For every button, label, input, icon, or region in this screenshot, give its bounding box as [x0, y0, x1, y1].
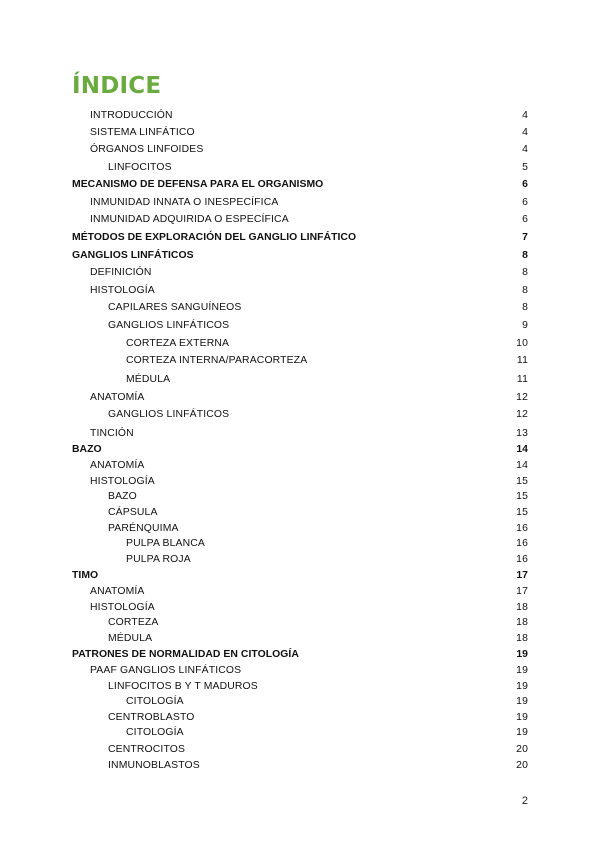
toc-entry[interactable]	[72, 318, 528, 334]
toc-entry-label: LINFOCITOS	[108, 162, 172, 173]
toc-entry-label: CÁPSULA	[108, 507, 158, 518]
toc-entry-label: BAZO	[108, 491, 137, 502]
toc-entry[interactable]	[72, 663, 528, 679]
toc-entry[interactable]	[72, 489, 528, 505]
toc-entry-label: GANGLIOS LINFÁTICOS	[108, 409, 230, 420]
toc-entry-page: 11	[516, 355, 528, 366]
toc-entry[interactable]	[72, 552, 528, 568]
toc-entry[interactable]	[72, 631, 528, 647]
toc-entry-label: CENTROCITOS	[108, 744, 186, 755]
toc-entry[interactable]	[72, 615, 528, 631]
toc-entry-page: 19	[516, 665, 528, 676]
toc-entry[interactable]	[72, 474, 528, 490]
toc-entry-label: GANGLIOS LINFÁTICOS	[108, 320, 230, 331]
toc-entry[interactable]	[72, 283, 528, 299]
toc-entry-label: CITOLOGÍA	[126, 696, 184, 707]
toc-entry[interactable]	[72, 647, 528, 663]
toc-entry-label: MÉDULA	[126, 374, 171, 385]
toc-entry-label: SISTEMA LINFÁTICO	[90, 127, 195, 138]
toc-entry[interactable]	[72, 584, 528, 600]
toc-entry-label: MECANISMO DE DEFENSA PARA EL ORGANISMO	[72, 179, 324, 190]
toc-entry[interactable]	[72, 521, 528, 537]
toc-entry-page: 9	[522, 320, 528, 331]
toc-entry-label: ANATOMÍA	[90, 392, 145, 403]
toc-entry-page: 19	[516, 727, 528, 738]
toc-entry-label: CITOLOGÍA	[126, 727, 184, 738]
toc-entry-label: PATRONES DE NORMALIDAD EN CITOLOGÍA	[72, 649, 299, 660]
toc-entry[interactable]	[72, 265, 528, 281]
toc-entry[interactable]	[72, 725, 528, 741]
toc-entry-page: 8	[522, 250, 528, 261]
toc-entry[interactable]	[72, 108, 528, 124]
toc-entry-page: 17	[516, 570, 528, 581]
toc-entry-page: 6	[522, 197, 528, 208]
toc-entry-page: 14	[516, 460, 528, 471]
page-number: 2	[521, 795, 528, 807]
toc-entry-page: 6	[522, 214, 528, 225]
toc-entry[interactable]	[72, 177, 528, 193]
toc-entry-page: 10	[516, 338, 528, 349]
toc-entry-label: CAPILARES SANGUÍNEOS	[108, 302, 242, 313]
toc-entry[interactable]	[72, 125, 528, 141]
toc-entry-label: LINFOCITOS B Y T MADUROS	[108, 681, 258, 692]
toc-entry-page: 12	[516, 409, 528, 420]
toc-entry-page: 16	[516, 538, 528, 549]
toc-entry-label: BAZO	[72, 444, 102, 455]
toc-entry[interactable]	[72, 230, 528, 246]
toc-entry-label: GANGLIOS LINFÁTICOS	[72, 250, 194, 261]
toc-entry-label: INMUNIDAD INNATA O INESPECÍFICA	[90, 197, 279, 208]
toc-entry[interactable]	[72, 390, 528, 406]
toc-entry-label: ANATOMÍA	[90, 460, 145, 471]
toc-entry-label: HISTOLOGÍA	[90, 476, 155, 487]
toc-entry[interactable]	[72, 442, 528, 458]
toc-entry-page: 8	[522, 285, 528, 296]
toc-entry[interactable]	[72, 300, 528, 316]
toc-entry-label: TINCIÓN	[90, 428, 134, 439]
toc-entry-label: CORTEZA EXTERNA	[126, 338, 230, 349]
toc-entry[interactable]	[72, 160, 528, 176]
toc-entry[interactable]	[72, 407, 528, 423]
toc-entry[interactable]	[72, 505, 528, 521]
toc-entry-label: CORTEZA INTERNA/PARACORTEZA	[126, 355, 308, 366]
toc-entry-label: ANATOMÍA	[90, 586, 145, 597]
toc-entry[interactable]	[72, 679, 528, 695]
toc-entry[interactable]	[72, 142, 528, 158]
toc-entry-page: 13	[516, 428, 528, 439]
page-title: ÍNDICE	[72, 73, 162, 99]
toc-entry-page: 4	[522, 127, 528, 138]
toc-entry-label: INTRODUCCIÓN	[90, 110, 173, 121]
toc-entry-page: 15	[516, 507, 528, 518]
toc-entry-page: 20	[516, 760, 528, 771]
toc-entry-label: INMUNOBLASTOS	[108, 760, 200, 771]
toc-entry-label: HISTOLOGÍA	[90, 602, 155, 613]
toc-entry-label: TIMO	[72, 570, 99, 581]
toc-entry-page: 16	[516, 523, 528, 534]
toc-entry-page: 20	[516, 744, 528, 755]
toc-entry-page: 6	[522, 179, 528, 190]
toc-entry[interactable]	[72, 212, 528, 228]
toc-entry[interactable]	[72, 458, 528, 474]
toc-entry-label: INMUNIDAD ADQUIRIDA O ESPECÍFICA	[90, 214, 289, 225]
toc-entry-label: MÉDULA	[108, 633, 153, 644]
toc-entry[interactable]	[72, 710, 528, 726]
toc-entry-page: 4	[522, 144, 528, 155]
toc-entry[interactable]	[72, 536, 528, 552]
toc-entry-label: HISTOLOGÍA	[90, 285, 155, 296]
toc-entry-page: 8	[522, 302, 528, 313]
toc-entry-label: CORTEZA	[108, 617, 159, 628]
toc-entry[interactable]	[72, 694, 528, 710]
toc-entry[interactable]	[72, 336, 528, 352]
toc-entry-page: 18	[516, 633, 528, 644]
toc-entry-page: 17	[516, 586, 528, 597]
toc-entry-page: 8	[522, 267, 528, 278]
toc-entry[interactable]	[72, 742, 528, 758]
toc-entry[interactable]	[72, 600, 528, 616]
toc-entry-label: MÉTODOS DE EXPLORACIÓN DEL GANGLIO LINFÁTICO	[72, 232, 357, 243]
toc-entry-label: CENTROBLASTO	[108, 712, 195, 723]
toc-entry[interactable]	[72, 568, 528, 584]
toc-entry-label: PAAF GANGLIOS LINFÁTICOS	[90, 665, 242, 676]
toc-entry-page: 15	[516, 476, 528, 487]
toc-entry-label: DEFINICIÓN	[90, 267, 152, 278]
toc-entry-page: 19	[516, 649, 528, 660]
toc-entry-page: 19	[516, 681, 528, 692]
toc-entry[interactable]	[72, 195, 528, 211]
toc-entry[interactable]	[72, 372, 528, 388]
toc-entry-page: 11	[516, 374, 528, 385]
toc-entry-label: PARÉNQUIMA	[108, 523, 179, 534]
toc-entry-page: 16	[516, 554, 528, 565]
toc-entry-page: 4	[522, 110, 528, 121]
toc-entry-page: 5	[522, 162, 528, 173]
toc-entry-page: 18	[516, 602, 528, 613]
toc-entry-page: 19	[516, 696, 528, 707]
toc-entry[interactable]	[72, 758, 528, 774]
toc-entry-label: ÓRGANOS LINFOIDES	[90, 144, 204, 155]
toc-entry-page: 12	[516, 392, 528, 403]
toc-entry[interactable]	[72, 426, 528, 442]
toc-entry-label: PULPA BLANCA	[126, 538, 205, 549]
toc-entry[interactable]	[72, 353, 528, 369]
toc-entry-label: PULPA ROJA	[126, 554, 191, 565]
toc-entry-page: 14	[516, 444, 528, 455]
toc-entry-page: 15	[516, 491, 528, 502]
toc-entry-page: 18	[516, 617, 528, 628]
toc-entry[interactable]	[72, 248, 528, 264]
toc-entry-page: 19	[516, 712, 528, 723]
toc-entry-page: 7	[522, 232, 528, 243]
